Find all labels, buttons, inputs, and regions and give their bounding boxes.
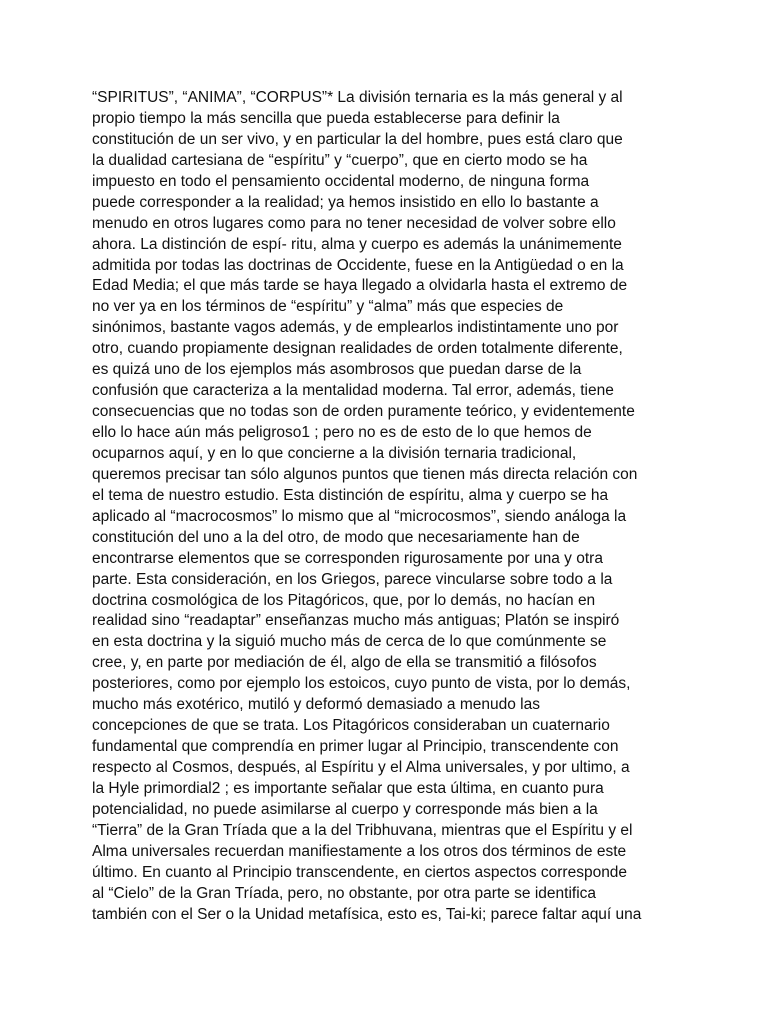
text-line: la Hyle primordial2 ; es importante señalar que esta última, en cuanto pura [92,779,604,797]
text-line: confusión que caracteriza a la mentalidad moderna. Tal error, además, tiene [92,382,614,400]
text-line: admitida por todas las doctrinas de Occidente, fuese en la Antigüedad o en la [92,256,624,274]
text-line: doctrina cosmológica de los Pitagóricos, que, por lo demás, no hacían en [92,591,596,609]
text-line: fundamental que comprendía en primer lugar al Principio, transcendente con [92,738,619,756]
text-line: potencialidad, no puede asimilarse al cuerpo y corresponde más bien a la [92,800,598,818]
body-paragraph [92,88,678,926]
text-line: el tema de nuestro estudio. Esta distinción de espíritu, alma y cuerpo se ha [92,486,609,504]
text-line: Edad Media; el que más tarde se haya llegado a olvidarla hasta el extremo de [92,277,628,295]
text-line: posteriores, como por ejemplo los estoicos, cuyo punto de vista, por lo demás, [92,675,631,693]
text-line: impuesto en todo el pensamiento occidental moderno, de ninguna forma [92,172,590,190]
text-line: es quizá uno de los ejemplos más asombrosos que puedan darse de la [92,361,582,379]
text-line: queremos precisar tan sólo algunos puntos que tienen más directa relación con [92,465,638,483]
text-line: en esta doctrina y la siguió mucho más de cerca de lo que comúnmente se [92,633,607,651]
text-line: realidad sino “readaptar” enseñanzas mucho más antiguas; Platón se inspiró [92,612,620,630]
text-line: la dualidad cartesiana de “espíritu” y “cuerpo”, que en cierto modo se ha [92,151,588,169]
text-line: cree, y, en parte por mediación de él, algo de ella se transmitió a filósofos [92,654,597,672]
text-line: “SPIRITUS”, “ANIMA”, “CORPUS”* La división ternaria es la más general y al [92,89,623,106]
text-line: consecuencias que no todas son de orden puramente teórico, y evidentemente [92,403,635,421]
text-line: menudo en otros lugares como para no tener necesidad de volver sobre ello [92,214,616,232]
text-line: constitución del uno a la del otro, de modo que necesariamente han de [92,528,580,546]
text-line: encontrarse elementos que se corresponden rigurosamente por una y otra [92,549,603,567]
text-line: otro, cuando propiamente designan realidades de orden totalmente diferente, [92,340,623,358]
text-line: al “Cielo” de la Gran Tríada, pero, no obstante, por otra parte se identifica [92,884,597,902]
text-line: aplicado al “macrocosmos” lo mismo que al “microcosmos”, siendo análoga la [92,507,627,525]
text-line: puede corresponder a la realidad; ya hemos insistido en ello lo bastante a [92,193,599,211]
text-line: Alma universales recuerdan manifiestamente a los otros dos términos de este [92,842,627,860]
text-line: ahora. La distinción de espí- ritu, alma y cuerpo es además la unánimemente [92,235,622,253]
text-line: respecto al Cosmos, después, al Espíritu y el Alma universales, y por ultimo, a [92,759,630,776]
text-line: mucho más exotérico, mutiló y deformó demasiado a menudo las [92,696,540,714]
text-line: ocuparnos aquí, y en lo que concierne a la división ternaria tradicional, [92,444,577,462]
text-line: ello lo hace aún más peligroso1 ; pero no es de esto de lo que hemos de [92,424,592,441]
text-line: constitución de un ser vivo, y en particular la del hombre, pues está claro que [92,130,623,148]
text-line: también con el Ser o la Unidad metafísica, esto es, Tai-ki; parece faltar aquí una [92,905,642,923]
text-line: parte. Esta consideración, en los Griegos, parece vincularse sobre todo a la [92,570,613,588]
text-line: concepciones de que se trata. Los Pitagóricos consideraban un cuaternario [92,717,610,735]
text-line: último. En cuanto al Principio transcendente, en ciertos aspectos corresponde [92,863,628,881]
text-line: no ver ya en los términos de “espíritu” y “alma” más que especies de [92,298,564,316]
text-line: “Tierra” de la Gran Tríada que a la del Tribhuvana, mientras que el Espíritu y el [92,821,633,839]
text-line: sinónimos, bastante vagos además, y de emplearlos indistintamente uno por [92,319,619,337]
text-line: propio tiempo la más sencilla que pueda establecerse para definir la [92,109,560,127]
